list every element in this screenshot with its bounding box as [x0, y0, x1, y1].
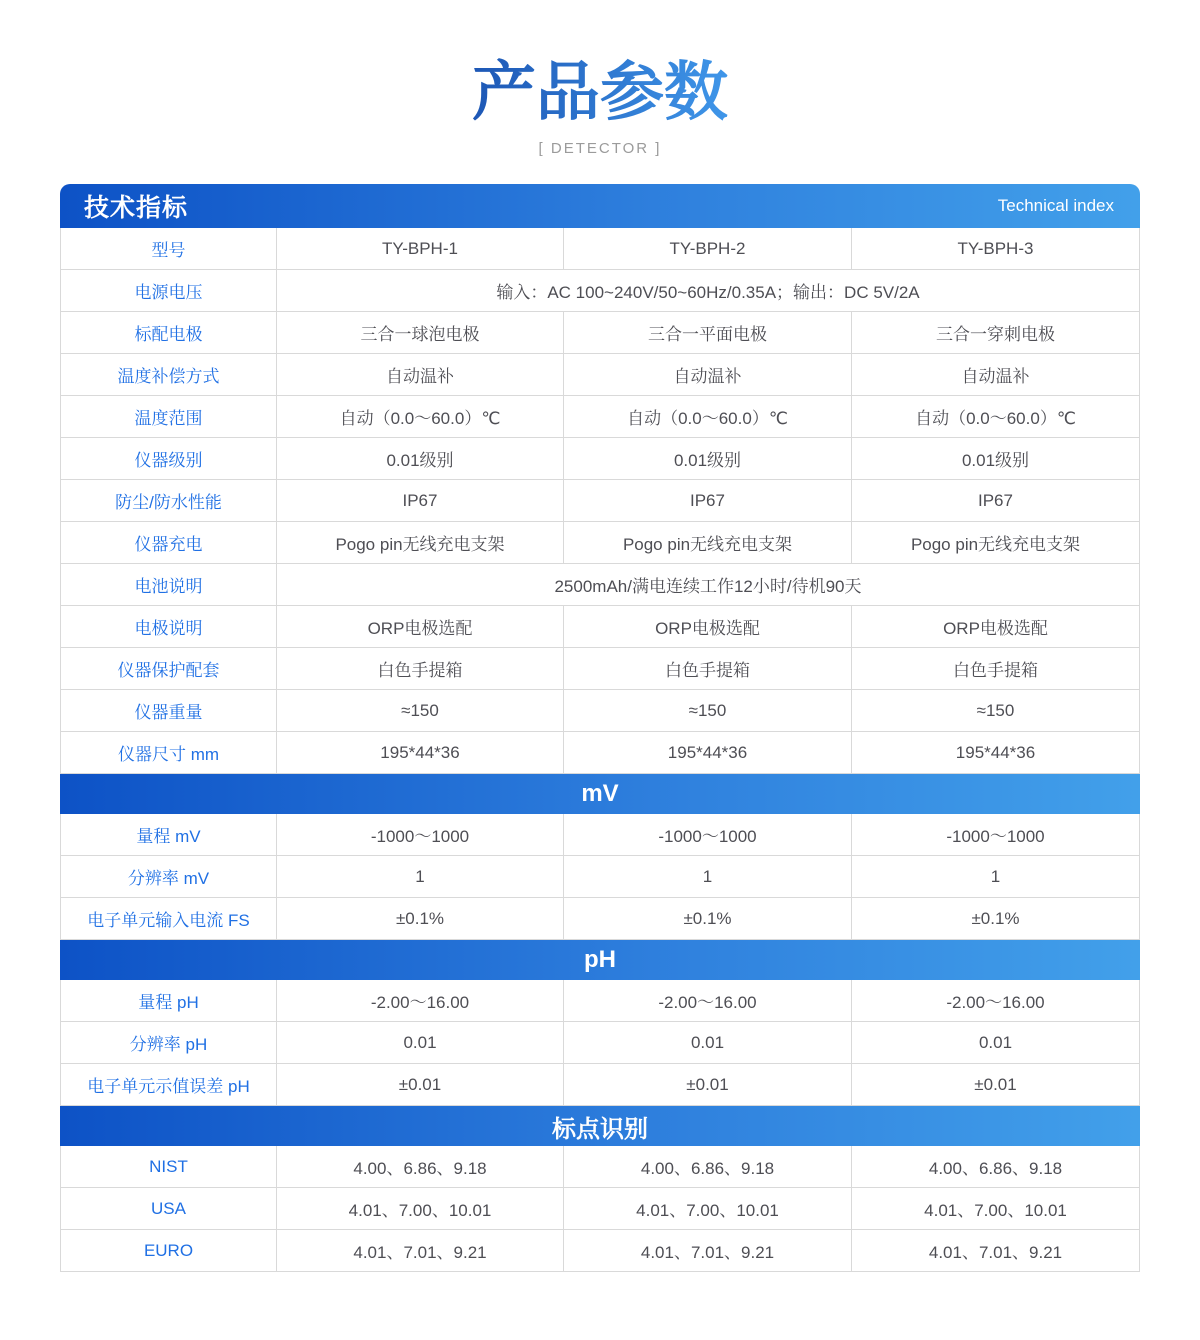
table-row	[61, 438, 1140, 480]
row-value: ORP电极选配	[852, 606, 1140, 648]
table-row	[61, 814, 1140, 856]
spec-table	[60, 184, 1140, 1272]
row-value: IP67	[852, 480, 1140, 522]
row-value: 195*44*36	[277, 732, 564, 774]
section-header-bar: 标点识别	[60, 1106, 1140, 1146]
row-value: TY-BPH-3	[852, 228, 1140, 270]
row-label: 电子单元示值误差 pH	[61, 1064, 277, 1106]
row-label: 电池说明	[61, 564, 277, 606]
row-label: 温度补偿方式	[61, 354, 277, 396]
table-row	[61, 606, 1140, 648]
title-block	[0, 58, 1200, 157]
row-value: 195*44*36	[564, 732, 852, 774]
table-row	[61, 1146, 1140, 1188]
section-header-bar: pH	[60, 940, 1140, 980]
row-value: TY-BPH-1	[277, 228, 564, 270]
row-label: 分辨率 mV	[61, 856, 277, 898]
row-label: NIST	[61, 1146, 277, 1188]
table-row	[61, 564, 1140, 606]
table-row	[61, 270, 1140, 312]
row-label: EURO	[61, 1230, 277, 1272]
row-value: 4.01、7.00、10.01	[277, 1188, 564, 1230]
row-value: 三合一穿刺电极	[852, 312, 1140, 354]
row-value: 1	[564, 856, 852, 898]
row-label: 仪器充电	[61, 522, 277, 564]
row-value: IP67	[564, 480, 852, 522]
row-label: 量程 pH	[61, 980, 277, 1022]
row-value: 白色手提箱	[564, 648, 852, 690]
row-value: 自动（0.0～60.0）℃	[277, 396, 564, 438]
row-value: ±0.1%	[277, 898, 564, 940]
row-value: 0.01	[564, 1022, 852, 1064]
row-value: ±0.01	[564, 1064, 852, 1106]
row-label: 分辨率 pH	[61, 1022, 277, 1064]
row-value: 4.01、7.00、10.01	[564, 1188, 852, 1230]
page-subtitle: [ DETECTOR ]	[538, 140, 662, 158]
row-value: -2.00～16.00	[564, 980, 852, 1022]
row-value: -1000～1000	[564, 814, 852, 856]
table-row	[61, 312, 1140, 354]
row-value: ≈150	[277, 690, 564, 732]
table-row	[61, 354, 1140, 396]
row-value: 三合一平面电极	[564, 312, 852, 354]
row-value: 0.01	[277, 1022, 564, 1064]
row-value: 自动（0.0～60.0）℃	[564, 396, 852, 438]
table-row	[61, 648, 1140, 690]
row-value: -1000～1000	[852, 814, 1140, 856]
row-value: IP67	[277, 480, 564, 522]
row-value: Pogo pin无线充电支架	[277, 522, 564, 564]
table-row	[61, 522, 1140, 564]
row-value: -1000～1000	[277, 814, 564, 856]
table-row	[61, 1230, 1140, 1272]
row-value: 4.01、7.01、9.21	[852, 1230, 1140, 1272]
table-row	[61, 732, 1140, 774]
row-value: 0.01级别	[852, 438, 1140, 480]
row-label: 温度范围	[61, 396, 277, 438]
table-row	[61, 1188, 1140, 1230]
page-title: 产品参数	[472, 57, 728, 128]
table-row	[61, 980, 1140, 1022]
row-value: 0.01级别	[277, 438, 564, 480]
row-value: 2500mAh/满电连续工作12小时/待机90天	[277, 564, 1140, 606]
table-row	[61, 1064, 1140, 1106]
row-value: 输入：AC 100~240V/50~60Hz/0.35A；输出：DC 5V/2A	[277, 270, 1140, 312]
row-value: 自动温补	[852, 354, 1140, 396]
table-row	[61, 396, 1140, 438]
table-header-bar	[60, 184, 1140, 228]
table-row	[61, 480, 1140, 522]
row-value: -2.00～16.00	[852, 980, 1140, 1022]
row-value: ORP电极选配	[564, 606, 852, 648]
row-value: 4.01、7.00、10.01	[852, 1188, 1140, 1230]
table-row	[61, 690, 1140, 732]
table-header-subtitle: Technical index	[997, 196, 1114, 216]
table-row	[61, 898, 1140, 940]
row-value: Pogo pin无线充电支架	[852, 522, 1140, 564]
row-value: 自动温补	[277, 354, 564, 396]
row-label: 标配电极	[61, 312, 277, 354]
row-value: 4.01、7.01、9.21	[564, 1230, 852, 1272]
row-value: 1	[852, 856, 1140, 898]
row-value: 1	[277, 856, 564, 898]
row-label: 量程 mV	[61, 814, 277, 856]
row-value: 三合一球泡电极	[277, 312, 564, 354]
row-value: 0.01	[852, 1022, 1140, 1064]
row-value: TY-BPH-2	[564, 228, 852, 270]
row-value: ±0.1%	[564, 898, 852, 940]
row-label: 仪器尺寸 mm	[61, 732, 277, 774]
row-value: 白色手提箱	[852, 648, 1140, 690]
row-value: 4.00、6.86、9.18	[564, 1146, 852, 1188]
table-header-title: 技术指标	[84, 194, 189, 223]
row-value: ±0.1%	[852, 898, 1140, 940]
row-label: 防尘/防水性能	[61, 480, 277, 522]
row-label: 电子单元输入电流 FS	[61, 898, 277, 940]
row-label: 仪器级别	[61, 438, 277, 480]
table-row	[61, 1022, 1140, 1064]
row-value: ±0.01	[277, 1064, 564, 1106]
row-label: 仪器保护配套	[61, 648, 277, 690]
row-label: 电源电压	[61, 270, 277, 312]
row-value: 195*44*36	[852, 732, 1140, 774]
row-value: ORP电极选配	[277, 606, 564, 648]
table-row	[61, 856, 1140, 898]
row-value: 白色手提箱	[277, 648, 564, 690]
row-value: Pogo pin无线充电支架	[564, 522, 852, 564]
row-label: 仪器重量	[61, 690, 277, 732]
row-value: 4.01、7.01、9.21	[277, 1230, 564, 1272]
section-header-bar: mV	[60, 774, 1140, 814]
row-label: 电极说明	[61, 606, 277, 648]
row-label: USA	[61, 1188, 277, 1230]
row-value: -2.00～16.00	[277, 980, 564, 1022]
row-value: 4.00、6.86、9.18	[852, 1146, 1140, 1188]
row-value: 自动（0.0～60.0）℃	[852, 396, 1140, 438]
row-value: ≈150	[852, 690, 1140, 732]
table-body	[60, 228, 1140, 1272]
table-row	[61, 228, 1140, 270]
row-value: ≈150	[564, 690, 852, 732]
row-value: 自动温补	[564, 354, 852, 396]
row-value: 0.01级别	[564, 438, 852, 480]
row-value: 4.00、6.86、9.18	[277, 1146, 564, 1188]
row-value: ±0.01	[852, 1064, 1140, 1106]
row-label: 型号	[61, 228, 277, 270]
